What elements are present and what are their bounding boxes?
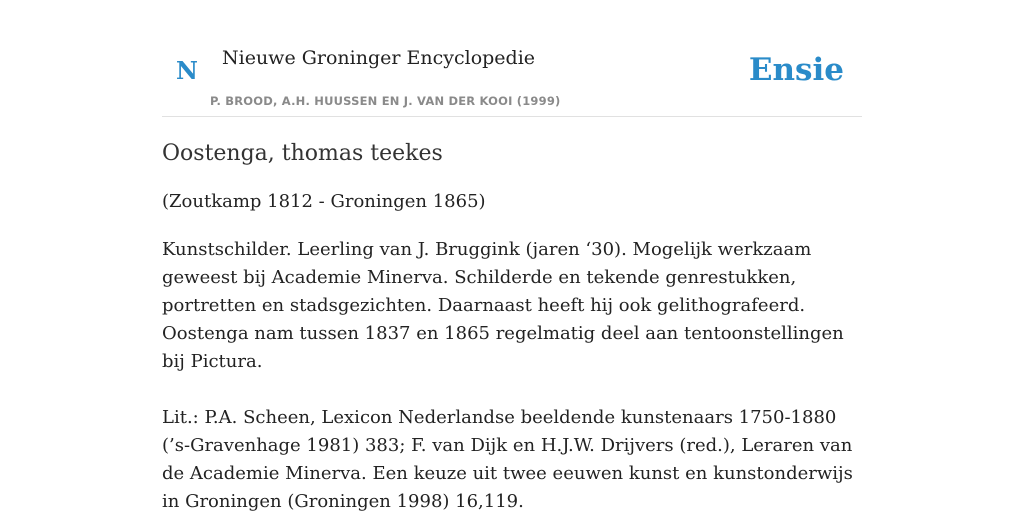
source-header <box>162 0 862 117</box>
brand-logo-link[interactable]: Ensie <box>748 52 844 88</box>
entry-content <box>162 138 862 516</box>
source-title[interactable]: Nieuwe Groninger Encyclopedie <box>222 47 536 69</box>
source-logo[interactable]: N <box>176 56 198 85</box>
entry-title: Oostenga, thomas teekes <box>162 141 443 166</box>
entry-paragraph-literature: Lit.: P.A. Scheen, Lexicon Nederlandse beeldende kunstenaars 1750-1880 (’s-Gravenhage 1981) 383; F. van Dijk en H.J.W. Drijvers (red.), Leraren van de Academie Minerva. Een keuze uit twee eeuwen kunst en kunstonderwijs in Groningen (Groningen 1998) 16,119. <box>162 407 853 512</box>
source-authors: P. BROOD, A.H. HUUSSEN EN J. VAN DER KOOI (1999) <box>210 94 561 108</box>
entry-paragraph-description: Kunstschilder. Leerling van J. Bruggink (jaren ‘30). Mogelijk werkzaam geweest bij Academie Minerva. Schilderde en tekende genrestukken, portretten en stadsgezichten. Daarnaast heeft hij ook gelithografeerd. Oostenga nam tussen 1837 en 1865 regelmatig deel aan tentoonstellingen bij Pictura. <box>162 239 844 372</box>
entry-subtitle: (Zoutkamp 1812 - Groningen 1865) <box>162 191 486 212</box>
